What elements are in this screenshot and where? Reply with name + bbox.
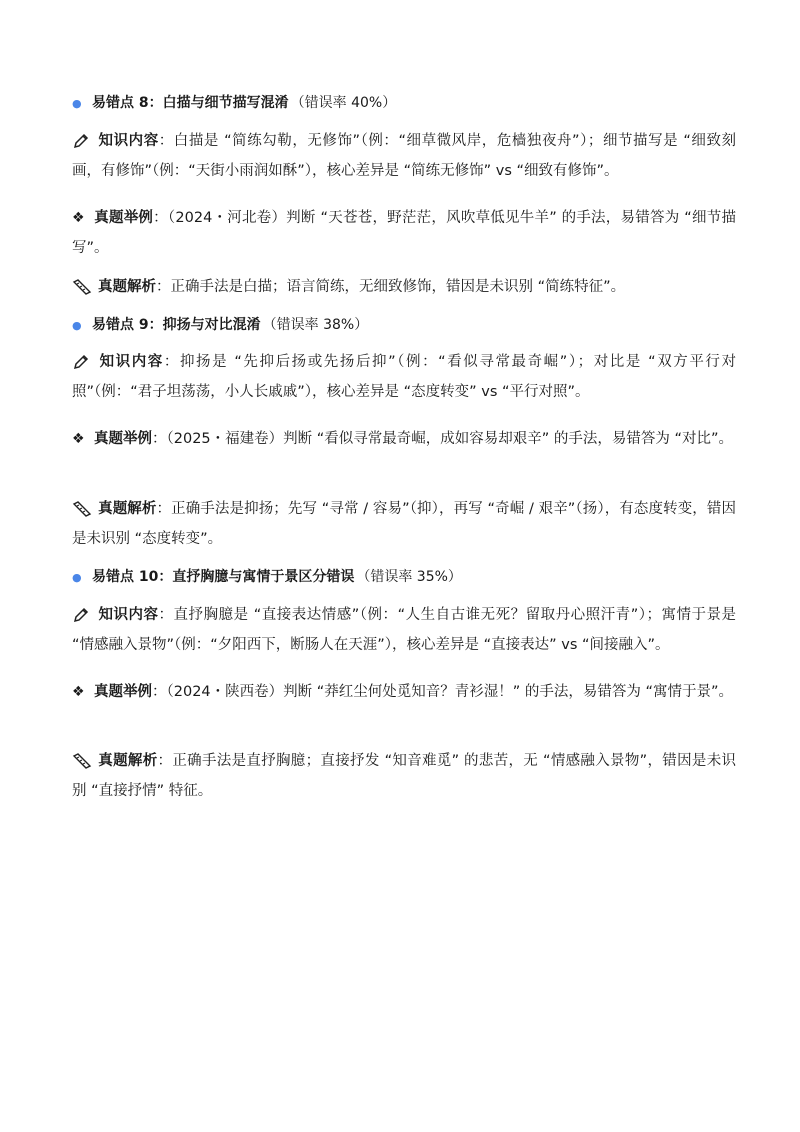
bullet-icon: ● — [72, 319, 82, 332]
pencil-icon — [72, 606, 98, 624]
analysis-text: ：正确手法是抑扬；先写 “寻常 / 容易”（抑），再写 “奇崛 / 艰辛”（扬），有态度转变，错因是未识别 “态度转变”。 — [72, 501, 736, 547]
section-heading — [72, 314, 740, 336]
knowledge-label: 知识内容 — [98, 607, 159, 623]
knowledge-paragraph — [72, 126, 736, 186]
analysis-label: 真题解析 — [98, 501, 157, 517]
diamond-bullet-icon: ❖ — [72, 684, 85, 700]
analysis-text: ：正确手法是直抒胸臆；直接抒发 “知音难觅” 的悲苦，无 “情感融入景物”，错因是未识别 “直接抒情” 特征。 — [72, 753, 737, 799]
pencil-icon — [72, 353, 98, 371]
knowledge-text: ：抑扬是 “先抑后扬或先扬后抑”（例：“看似寻常最奇崛”）；对比是 “双方平行对照”（例：“君子坦荡荡，小人长戚戚”），核心差异是 “态度转变” vs “平行对照”。 — [72, 354, 737, 400]
diamond-bullet-icon: ❖ — [72, 431, 85, 447]
section-title: 易错点 10：直抒胸臆与寓情于景区分错误 — [92, 569, 355, 585]
example-label: 真题举例 — [94, 684, 152, 700]
section-heading — [72, 566, 740, 588]
error-rate: （错误率 35%） — [356, 569, 462, 585]
ruler-pencil-icon — [72, 278, 98, 296]
example-text: ：（2024・河北卷）判断 “天苍苍，野茫茫，风吹草低见牛羊” 的手法，易错答为 “细节描写”。 — [72, 210, 737, 256]
ruler-pencil-icon — [72, 752, 98, 770]
section-heading — [72, 92, 740, 114]
example-paragraph — [72, 424, 736, 454]
example-label: 真题举例 — [94, 210, 154, 226]
analysis-label: 真题解析 — [98, 279, 156, 295]
knowledge-text: ：直抒胸臆是 “直接表达情感”（例：“人生自古谁无死？留取丹心照汗青”）；寓情于景是 “情感融入景物”（例：“夕阳西下，断肠人在天涯”），核心差异是 “直接表达” vs “间接融入”。 — [72, 607, 737, 653]
analysis-paragraph — [72, 272, 736, 302]
knowledge-paragraph — [72, 600, 736, 660]
error-rate: （错误率 40%） — [290, 95, 397, 111]
knowledge-text: ：白描是 “简练勾勒，无修饰”（例：“细草微风岸，危樯独夜舟”）；细节描写是 “细致刻画，有修饰”（例：“天街小雨润如酥”），核心差异是 “简练无修饰” vs “细致有修饰”。 — [72, 133, 737, 179]
example-label: 真题举例 — [94, 431, 152, 447]
bullet-icon: ● — [72, 571, 82, 584]
example-paragraph — [72, 677, 736, 707]
diamond-bullet-icon: ❖ — [72, 210, 85, 226]
section-title: 易错点 9：抑扬与对比混淆 — [92, 317, 261, 333]
section-title: 易错点 8：白描与细节描写混淆 — [92, 95, 289, 111]
bullet-icon: ● — [72, 97, 82, 110]
knowledge-label: 知识内容 — [98, 133, 159, 149]
analysis-label: 真题解析 — [98, 753, 158, 769]
analysis-paragraph — [72, 746, 736, 806]
knowledge-label: 知识内容 — [98, 354, 164, 370]
example-text: ：（2025・福建卷）判断 “看似寻常最奇崛，成如容易却艰辛” 的手法，易错答为 “对比”。 — [152, 431, 734, 447]
error-rate: （错误率 38%） — [262, 317, 369, 333]
knowledge-paragraph — [72, 347, 736, 407]
example-paragraph — [72, 203, 736, 263]
analysis-text: ：正确手法是白描；语言简练，无细致修饰，错因是未识别 “简练特征”。 — [156, 279, 626, 295]
example-text: ：（2024・陕西卷）判断 “莽红尘何处觅知音？青衫湿！” 的手法，易错答为 “寓情于景”。 — [152, 684, 734, 700]
ruler-pencil-icon — [72, 500, 98, 518]
analysis-paragraph — [72, 494, 736, 554]
pencil-icon — [72, 132, 98, 150]
